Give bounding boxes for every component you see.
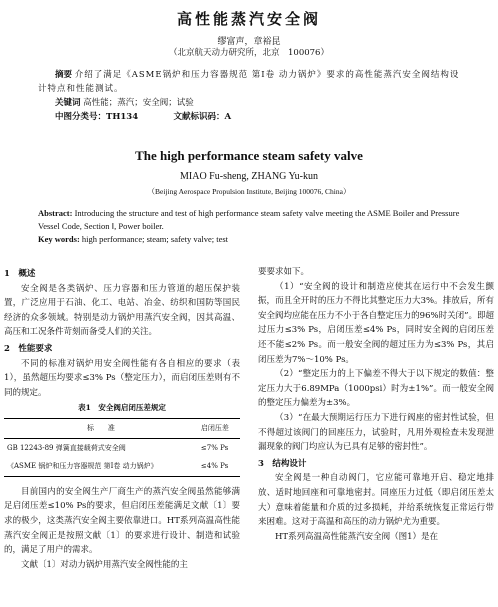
paragraph: 文献〔1〕对动力锅炉用蒸汽安全阀性能的主 [21, 559, 188, 570]
table-caption: 表1 安全阀启闭压差规定 [78, 403, 166, 413]
keywords-line [38, 96, 468, 110]
clc-value: TH134 [106, 112, 139, 122]
english-keywords-value: high performance; steam; safety valve; test [81, 234, 229, 244]
english-abstract-paragraph [38, 207, 470, 233]
english-abstract-label: Abstract: [38, 208, 73, 218]
table-header-row [4, 418, 240, 438]
paragraph: HT系列高温高性能蒸汽安全阀（图1）是在 [275, 531, 438, 542]
doc-code-value: A [224, 112, 232, 122]
table-header-difference: 启闭压差 [198, 418, 240, 438]
left-column [4, 265, 240, 572]
english-keywords-line [38, 233, 470, 246]
chinese-title: 高性能蒸汽安全阀 [176, 10, 321, 28]
english-keywords-label: Key words: [38, 234, 80, 244]
classification-line [38, 110, 468, 124]
right-column [258, 265, 494, 544]
doc-code-label: 文献标识码： [173, 112, 225, 122]
paragraph: 要要求如下。 [258, 267, 310, 277]
section-3-paragraph: 安全阀是一种自动阀门，它应能可靠地开启、稳定地排放、适时地回座和可靠地密封。同座压力过低（即启闭压差太大）意味着能量和介质的过多损耗，并给系统恢复正常运行带来困难。这对于高温和高压的动力锅炉尤为重要。 [258, 473, 494, 528]
english-title: The high performance steam safety valve [135, 148, 363, 163]
keywords-label: 关键词 [55, 98, 81, 108]
english-affiliation: （Beijing Aerospace Propulsion Institute, Beijing 100076, China） [147, 187, 351, 196]
abstract-paragraph [38, 68, 468, 96]
section-2-paragraph: 不同的标准对锅炉用安全阀性能有各自相应的要求（表1），虽然超压均要求≤3% Ps（整定压力），而启闭压差则有不同的规定。 [4, 358, 240, 398]
section-1-paragraph: 安全阀是各类锅炉、压力容器和压力管道的超压保护装置，广泛应用于石油、化工、电站、冶金、纺织和国防等国民经济的众多领域。特别是动力锅炉用蒸汽安全阀，因其高温、高压和工况条件苛刻而备受人们的关注。 [4, 283, 240, 338]
section-1-heading: 1 概述 [4, 269, 36, 279]
table-cell: 《ASME 锅炉和压力容器规范 第Ⅰ卷 动力锅炉》 [4, 457, 198, 476]
clc-label: 中图分类号： [55, 112, 107, 122]
table-cell: GB 12243-89 弹簧直接载荷式安全阀 [7, 443, 126, 452]
english-authors: MIAO Fu-sheng, ZHANG Yu-kun [180, 171, 318, 182]
requirement-2: （2）“整定压力的上下偏差不得大于以下规定的数值：整定压力大于6.89MPa（1000psi）时为±1%”。而一般安全阀的整定压力偏差为±3%。 [258, 369, 494, 409]
keywords-value: 高性能；蒸汽；安全阀；试验 [83, 98, 194, 108]
table-cell: ≤7% Ps [200, 443, 229, 452]
pressure-difference-table [4, 418, 240, 477]
table-row [4, 457, 240, 476]
table-cell: ≤4% Ps [198, 457, 240, 476]
english-abstract-text: Introducing the structure and test of high performance steam safety valve meeting the ASME Boiler and Pressure Vessel Code, Section Ⅰ, Power boiler. [38, 208, 460, 231]
english-abstract [38, 207, 470, 246]
section-3-heading: 3 结构设计 [258, 458, 307, 469]
requirement-1: （1）“安全阀的设计和制造应使其在运行中不会发生颤振，而且全开时的压力不得比其整定压力大3%。排放后，所有安全阀均应能在压力不小于各自整定压力的96%时关闭”。即超过压力≤3% Ps，启闭压差≤4% Ps，同时安全阀的启闭压差还不能≤2% Ps。而一般安全阀的超过压力为≤3% Ps，其启闭压差为7%～10% Ps。 [258, 281, 494, 365]
paragraph: 目前国内的安全阀生产厂商生产的蒸汽安全阀虽然能够满足启闭压差≤10% Ps的要求，但启闭压差能满足文献〔1〕要求的极少，这类蒸汽安全阀主要依靠进口。HT系列高温高性能蒸汽安全阀正是按照文献〔1〕的要求进行设计、制造和试验的，满足了用户的需求。 [4, 486, 240, 556]
abstract-label: 摘要 [55, 70, 73, 80]
table-row [4, 438, 240, 457]
chinese-abstract [38, 68, 468, 124]
chinese-authors: 缪富声，章裕昆 [217, 37, 281, 47]
section-2-heading: 2 性能要求 [4, 343, 53, 354]
chinese-affiliation: （北京航天动力研究所，北京 100076） [169, 48, 329, 58]
abstract-text: 介绍了满足《ASME锅炉和压力容器规范 第Ⅰ卷 动力锅炉》要求的高性能蒸汽安全阀结构设计特点和性能测试。 [38, 70, 460, 94]
requirement-3: （3）“在最大预期运行压力下进行阀座的密封性试验，但不得超过该阀门的回座压力，试验时，凡用外观检查未发现泄漏现象的阀门均应认为已具有足够的密封性”。 [258, 412, 494, 453]
table-header-standard: 标 准 [4, 418, 198, 438]
